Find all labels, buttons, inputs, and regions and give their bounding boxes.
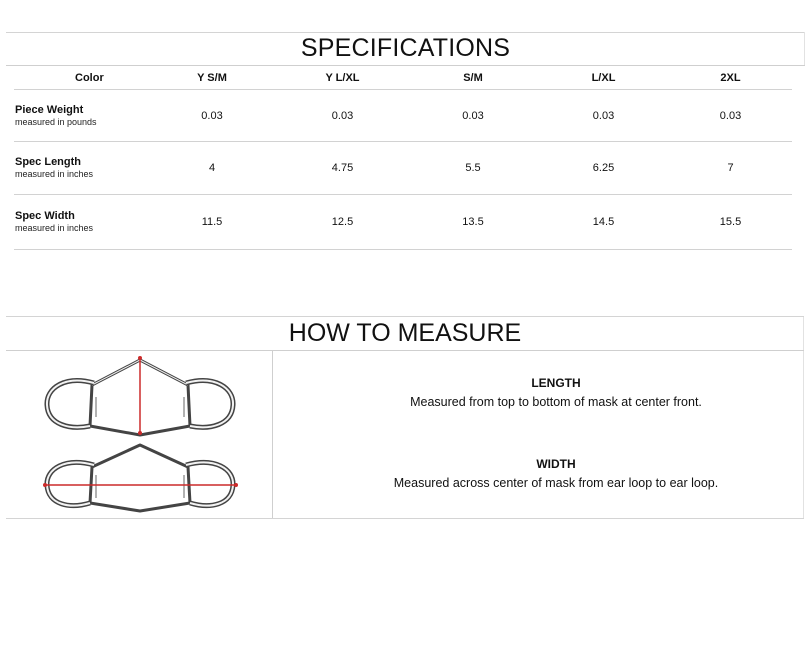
column-header: 2XL bbox=[720, 71, 741, 84]
row-label-cell bbox=[14, 195, 147, 250]
table-cell: 6.25 bbox=[538, 142, 669, 195]
row-title: Piece Weight bbox=[15, 103, 84, 116]
table-cell: 0.03 bbox=[277, 90, 408, 142]
row-subtitle: measured in pounds bbox=[15, 116, 97, 127]
divider bbox=[272, 351, 273, 518]
length-title: LENGTH bbox=[531, 376, 581, 390]
width-instruction bbox=[276, 456, 805, 491]
table-cell: 4.75 bbox=[277, 142, 408, 195]
mask-width-diagram bbox=[43, 445, 238, 511]
table-cell: 14.5 bbox=[538, 195, 669, 250]
row-subtitle: measured in inches bbox=[15, 223, 94, 233]
column-header: L/XL bbox=[591, 71, 616, 84]
how-to-measure-section bbox=[6, 316, 804, 519]
table-cell: 0.03 bbox=[147, 90, 277, 142]
row-subtitle: measured in inches bbox=[15, 169, 94, 179]
table-row-piece-weight bbox=[14, 90, 792, 142]
width-description: Measured across center of mask from ear loop to ear loop. bbox=[393, 476, 719, 490]
row-title: Spec Width bbox=[15, 210, 75, 222]
table-row-spec-length bbox=[14, 142, 792, 195]
length-description: Measured from top to bottom of mask at center front. bbox=[410, 395, 702, 409]
row-label-cell bbox=[14, 90, 147, 142]
divider bbox=[6, 350, 804, 351]
column-header: Y L/XL bbox=[325, 71, 360, 84]
table-header-row bbox=[14, 66, 792, 90]
table-cell: 0.03 bbox=[538, 90, 669, 142]
specifications-section bbox=[6, 32, 805, 254]
column-header: Y S/M bbox=[197, 71, 227, 84]
row-title: Spec Length bbox=[15, 156, 82, 168]
table-cell: 7 bbox=[669, 142, 792, 195]
length-instruction bbox=[276, 375, 805, 410]
table-cell: 4 bbox=[147, 142, 277, 195]
table-cell: 11.5 bbox=[147, 195, 277, 250]
table-cell: 0.03 bbox=[408, 90, 538, 142]
specifications-table bbox=[14, 66, 792, 250]
column-header: S/M bbox=[463, 71, 483, 84]
column-header-color: Color bbox=[75, 71, 104, 84]
table-cell: 5.5 bbox=[408, 142, 538, 195]
specifications-title: SPECIFICATIONS bbox=[300, 34, 511, 62]
table-row-spec-width bbox=[14, 195, 792, 250]
mask-length-diagram bbox=[47, 356, 233, 435]
table-cell: 0.03 bbox=[669, 90, 792, 142]
divider bbox=[6, 32, 805, 33]
table-cell: 13.5 bbox=[408, 195, 538, 250]
how-to-measure-title: HOW TO MEASURE bbox=[288, 319, 522, 347]
table-cell: 15.5 bbox=[669, 195, 792, 250]
row-label-cell bbox=[14, 142, 147, 195]
width-title: WIDTH bbox=[536, 457, 576, 471]
mask-diagrams bbox=[40, 353, 250, 515]
table-cell: 12.5 bbox=[277, 195, 408, 250]
